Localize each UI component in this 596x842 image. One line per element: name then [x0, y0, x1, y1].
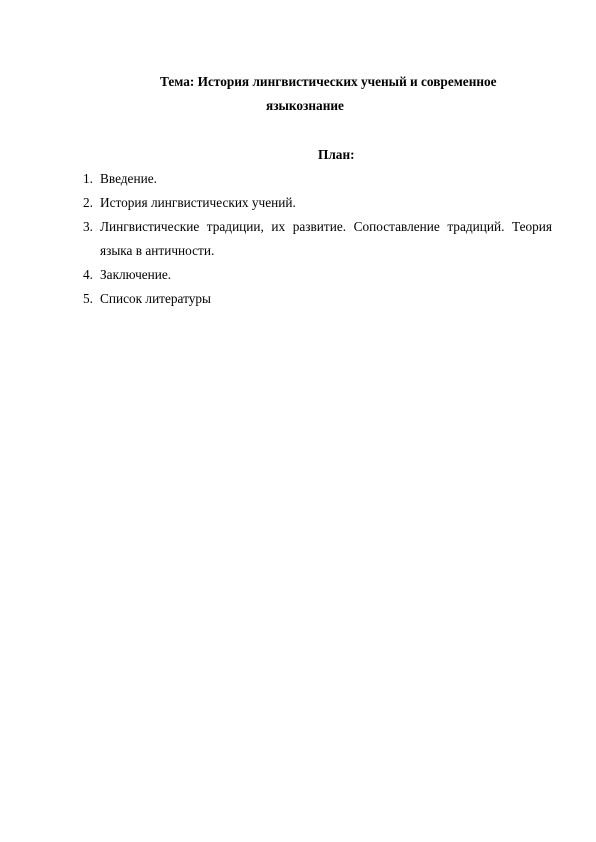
plan-item-text: История лингвистических учений. [100, 195, 296, 210]
plan-item-text: Список литературы [100, 291, 211, 306]
plan-heading: План: [318, 147, 355, 162]
document-title-line-1: Тема: История лингвистических ученый и современное [160, 74, 497, 89]
plan-item-3-continuation: языка в античности. [100, 243, 215, 258]
plan-item-text: Введение. [100, 171, 157, 186]
plan-item-2 [83, 195, 296, 211]
plan-item-number: 3. [83, 219, 93, 234]
document-title-line-2: языкознание [266, 98, 344, 113]
plan-item-4 [83, 267, 171, 283]
plan-item-5 [83, 291, 211, 307]
plan-item-3 [83, 219, 552, 235]
plan-item-text: Лингвистические традиции, их развитие. Сопоставление традиций. Теория [100, 219, 552, 234]
plan-item-1 [83, 171, 157, 187]
plan-item-number: 2. [83, 195, 93, 210]
plan-item-number: 4. [83, 267, 93, 282]
plan-item-number: 5. [83, 291, 93, 306]
plan-item-number: 1. [83, 171, 93, 186]
plan-item-text: Заключение. [100, 267, 172, 282]
